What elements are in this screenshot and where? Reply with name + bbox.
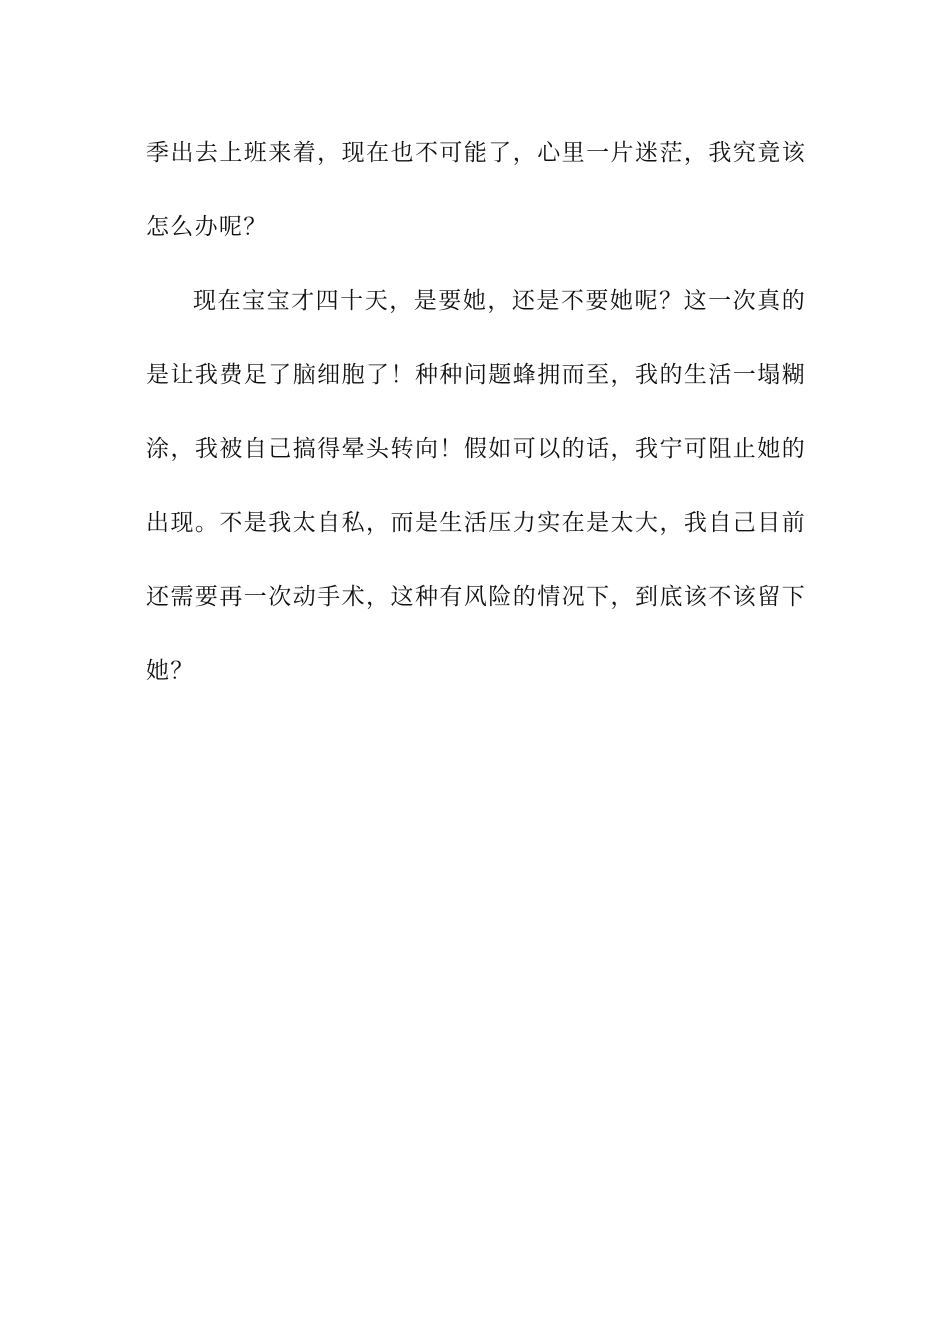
text-line: 是让我费足了脑细胞了！种种问题蜂拥而至，我的生活一塌糊 xyxy=(146,362,806,388)
text-line: 她？ xyxy=(146,658,195,684)
text-line: 现在宝宝才四十天，是要她，还是不要她呢？这一次真的 xyxy=(193,288,806,314)
text-line: 出现。不是我太自私，而是生活压力实在是太大，我自己目前 xyxy=(146,510,806,536)
paragraph-1 xyxy=(146,116,806,264)
text-line: 季出去上班来着，现在也不可能了，心里一片迷茫，我究竟该 xyxy=(146,140,806,166)
text-line: 涂，我被自己搞得晕头转向！假如可以的话，我宁可阻止她的 xyxy=(146,436,806,462)
body-text xyxy=(146,116,806,708)
text-line: 还需要再一次动手术，这种有风险的情况下，到底该不该留下 xyxy=(146,584,806,610)
text-line: 怎么办呢？ xyxy=(146,214,268,240)
paragraph-2 xyxy=(146,264,806,708)
